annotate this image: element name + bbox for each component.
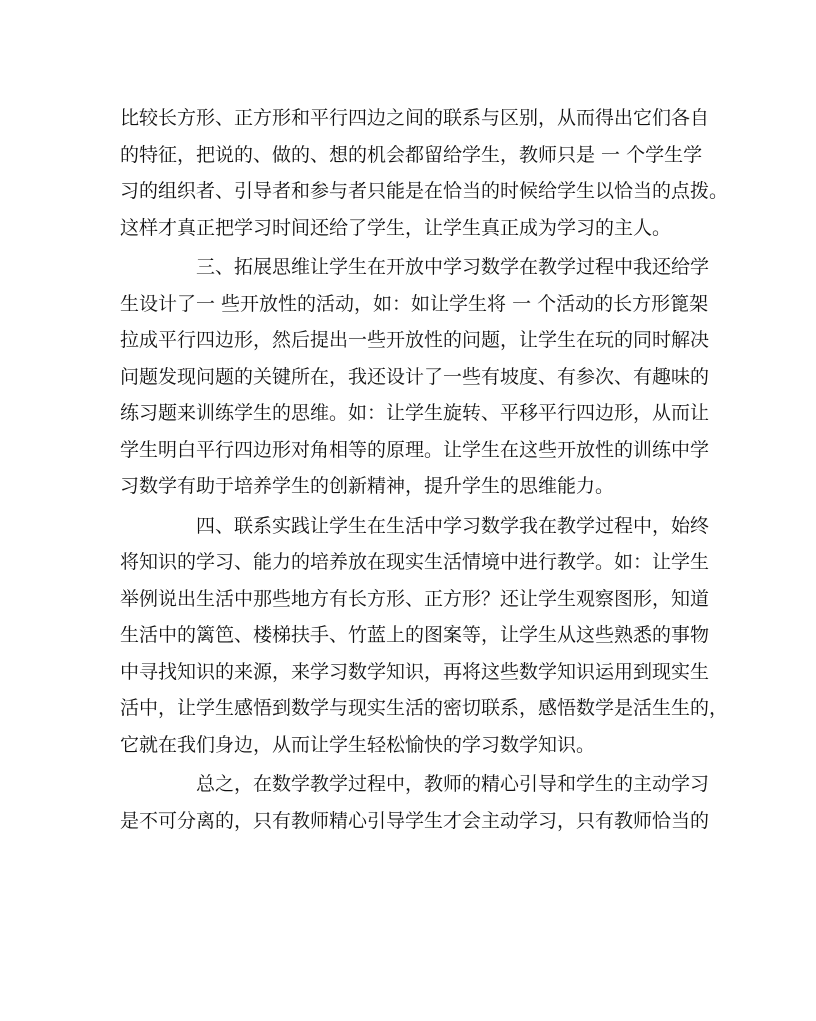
text-line: 将知识的学习、能力的培养放在现实生活情境中进行教学。如：让学生 (120, 551, 710, 573)
text-line: 拉成平行四边形，然后提出一些开放性的问题，让学生在玩的同时解决 (120, 329, 710, 351)
text-line: 比较长方形、正方形和平行四边之间的联系与区别，从而得出它们各自 (120, 107, 710, 129)
text-line: 中寻找知识的来源，来学习数学知识，再将这些数学知识运用到现实生 (120, 660, 710, 683)
document-body (120, 100, 729, 839)
text-line: 问题发现问题的关键所在，我还设计了一些有坡度、有参次、有趣味的 (120, 365, 710, 388)
paragraph-heading-line: 总之，在数学教学过程中，教师的精心引导和学生的主动学习 (196, 773, 710, 795)
text-line: 举例说出生活中那些地方有长方形、正方形？还让学生观察图形，知道 (120, 587, 710, 610)
text-line: 生活中的篱笆、楼梯扶手、竹蓝上的图案等，让学生从这些熟悉的事物 (120, 624, 710, 646)
text-line: 习数学有助于培养学生的创新精神，提升学生的思维能力。 (120, 475, 615, 497)
text-line: 学生明白平行四边形对角相等的原理。让学生在这些开放性的训练中学 (120, 438, 710, 461)
text-line: 它就在我们身边，从而让学生轻松愉快的学习数学知识。 (120, 733, 596, 756)
text-line: 习的组织者、引导者和参与者只能是在恰当的时候给学生以恰当的点拨。 (120, 180, 729, 202)
text-line: 生设计了一 些开放性的活动，如：如让学生将 一 个活动的长方形篦架 (120, 292, 709, 315)
paragraph-heading-line: 三、拓展思维让学生在开放中学习数学在教学过程中我还给学 (196, 256, 710, 278)
paragraph-heading-line: 四、联系实践让学生在生活中学习数学我在教学过程中，始终 (196, 514, 710, 537)
text-line: 活中，让学生感悟到数学与现实生活的密切联系，感悟数学是活生生的， (120, 697, 729, 719)
text-line: 的特征，把说的、做的、想的机会都留给学生，教师只是 一 个学生学 (120, 143, 703, 166)
text-line: 是不可分离的，只有教师精心引导学生才会主动学习，只有教师恰当的 (120, 809, 710, 832)
text-line: 这样才真正把学习时间还给了学生，让学生真正成为学习的主人。 (120, 216, 672, 239)
text-line: 练习题来训练学生的思维。如：让学生旋转、平移平行四边形，从而让 (120, 402, 710, 424)
